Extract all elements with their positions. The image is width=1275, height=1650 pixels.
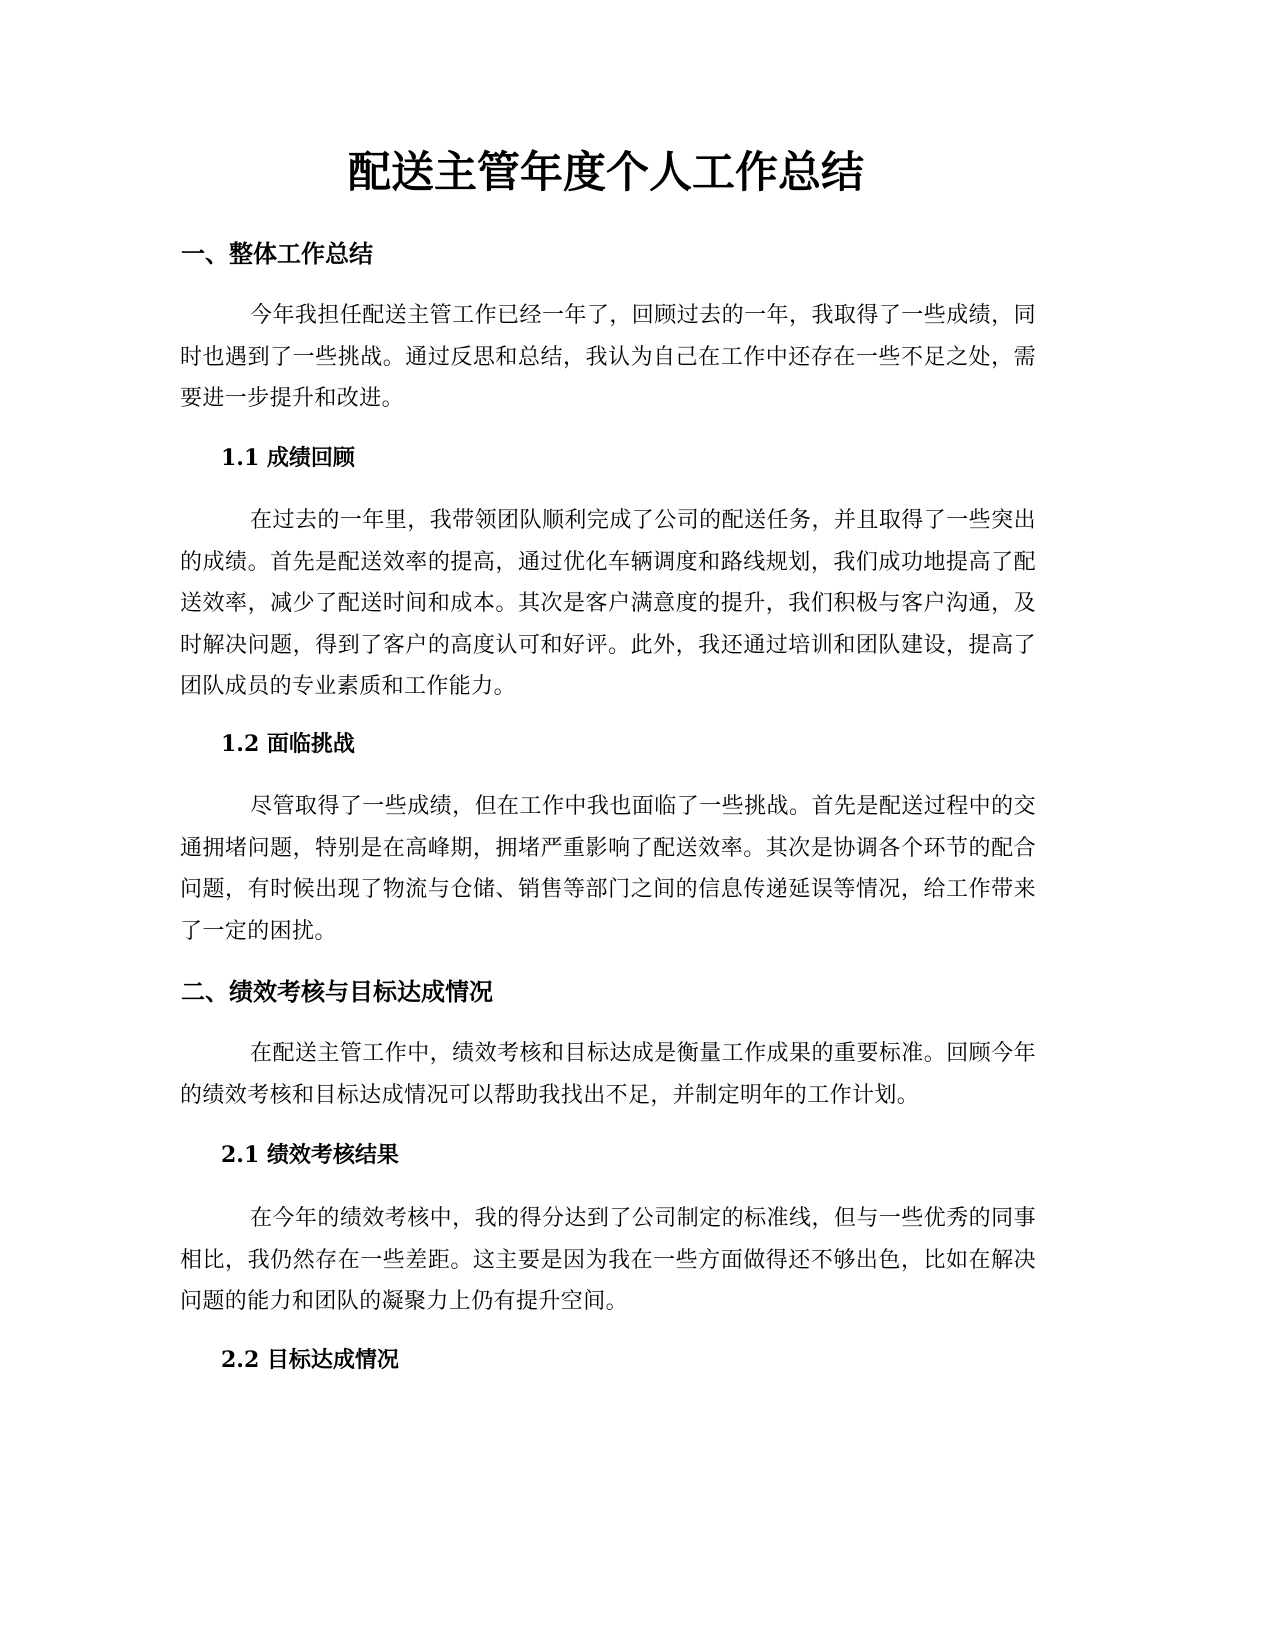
subsection-2-1-paragraph: 在今年的绩效考核中，我的得分达到了公司制定的标准线，但与一些优秀的同事相比，我仍然存在一些差距。这主要是因为我在一些方面做得还不够出色，比如在解决问题的能力和团队的凝聚力上仍有提升空间。 (180, 1206, 1036, 1314)
document-title: 配送主管年度个人工作总结 (348, 148, 864, 198)
subsection-heading-2-1: 2.1 绩效考核结果 (221, 1142, 399, 1168)
section-heading-2: 二、绩效考核与目标达成情况 (181, 978, 493, 1006)
section-1-intro-paragraph: 今年我担任配送主管工作已经一年了，回顾过去的一年，我取得了一些成绩，同时也遇到了一些挑战。通过反思和总结，我认为自己在工作中还存在一些不足之处，需要进一步提升和改进。 (180, 303, 1036, 411)
subsection-1-1-paragraph: 在过去的一年里，我带领团队顺利完成了公司的配送任务，并且取得了一些突出的成绩。首先是配送效率的提高，通过优化车辆调度和路线规划，我们成功地提高了配送效率，减少了配送时间和成本。其次是客户满意度的提升，我们积极与客户沟通，及时解决问题，得到了客户的高度认可和好评。此外，我还通过培训和团队建设，提高了团队成员的专业素质和工作能力。 (180, 508, 1036, 699)
section-2-intro-paragraph: 在配送主管工作中，绩效考核和目标达成是衡量工作成果的重要标准。回顾今年的绩效考核和目标达成情况可以帮助我找出不足，并制定明年的工作计划。 (180, 1041, 1036, 1108)
subsection-heading-2-2: 2.2 目标达成情况 (221, 1347, 399, 1373)
section-heading-1: 一、整体工作总结 (181, 240, 373, 268)
subsection-heading-1-2: 1.2 面临挑战 (221, 731, 355, 757)
subsection-1-2-paragraph: 尽管取得了一些成绩，但在工作中我也面临了一些挑战。首先是配送过程中的交通拥堵问题，特别是在高峰期，拥堵严重影响了配送效率。其次是协调各个环节的配合问题，有时候出现了物流与仓储、销售等部门之间的信息传递延误等情况，给工作带来了一定的困扰。 (180, 794, 1036, 944)
subsection-heading-1-1: 1.1 成绩回顾 (221, 445, 355, 471)
